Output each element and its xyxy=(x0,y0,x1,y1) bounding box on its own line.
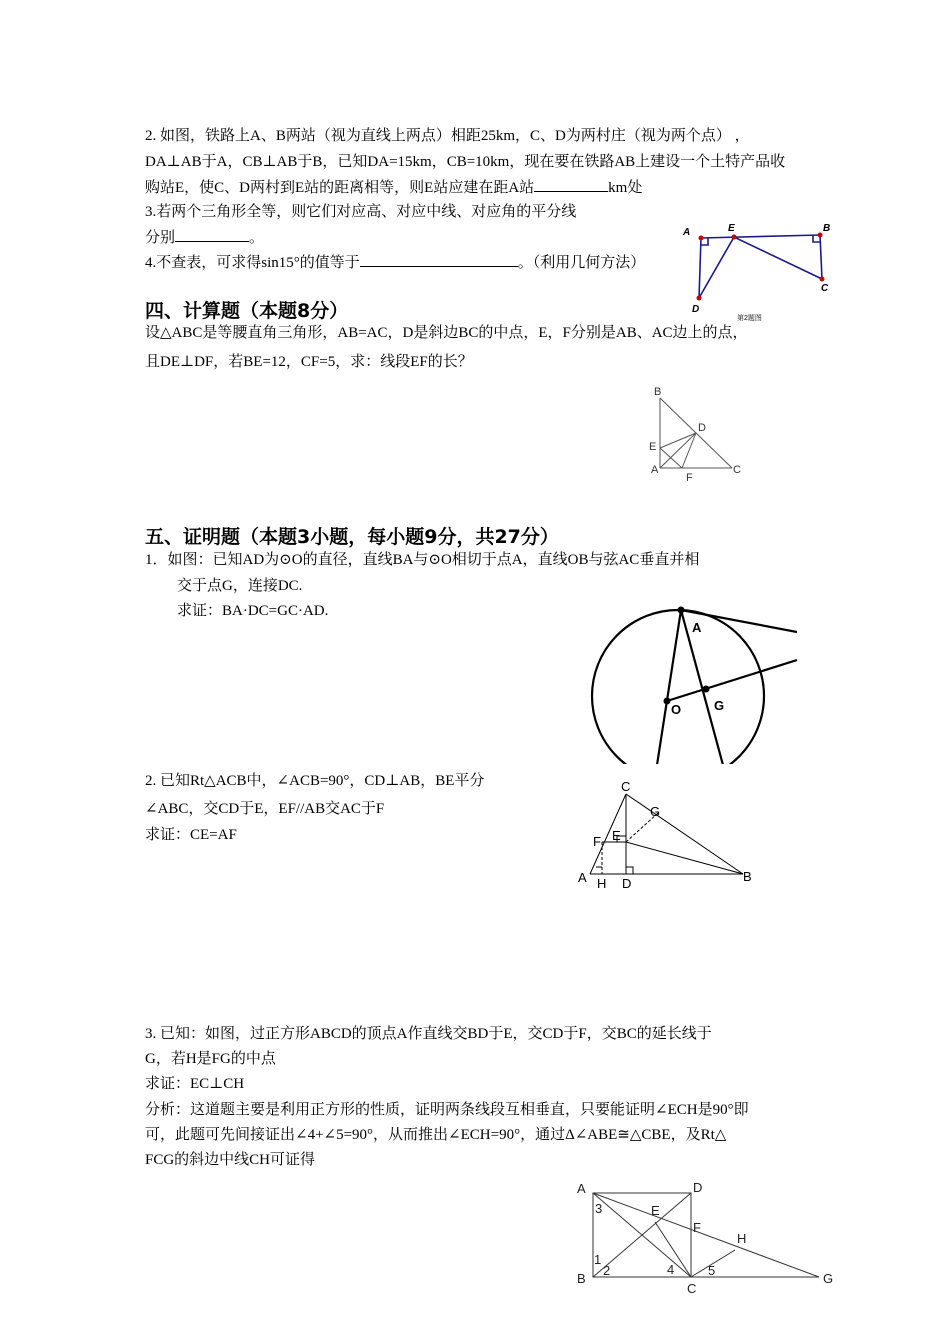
fig1-label: B xyxy=(823,223,831,234)
fig3-label: G xyxy=(714,698,725,713)
fig4-label: D xyxy=(622,876,632,891)
q4-line xyxy=(145,252,645,273)
fig1-label: D xyxy=(692,304,700,315)
fig4-label: G xyxy=(650,804,661,819)
q2-line3-unit: km处 xyxy=(608,180,643,196)
fig5-label: D xyxy=(693,1180,703,1195)
section-5-title: 五、证明题（本题3小题，每小题9分，共27分） xyxy=(145,526,559,548)
fig1-label: E xyxy=(728,223,735,234)
section-4-line2: 且DE⊥DF，若BE=12，CF=5，求：线段EF的长？ xyxy=(145,354,473,370)
fig2-label: A xyxy=(651,464,659,476)
fig5-label: F xyxy=(693,1220,701,1235)
fig1-label: C xyxy=(821,283,829,294)
q3-line2 xyxy=(145,227,264,248)
fig5-label: 4 xyxy=(667,1262,675,1277)
q3-line2-end: 。 xyxy=(249,230,265,246)
section-4-line1: 设△ABC是等腰直角三角形，AB=AC，D是斜边BC的中点，E，F分别是AB、AC边上的点， xyxy=(145,325,748,341)
fig5-label: A xyxy=(577,1181,586,1196)
section-4-title: 四、计算题（本题8分） xyxy=(145,300,349,322)
s5-p3-line5: 可，此题可先间接证出∠4+∠5=90°，从而推出∠ECH=90°，通过Δ∠ABE≅△CBE，及Rt△ xyxy=(145,1127,727,1143)
fig5-label: H xyxy=(737,1231,747,1246)
fig4-label: A xyxy=(578,870,587,885)
q3-line1: 3.若两个三角形全等，则它们对应高、对应中线、对应角的平分线 xyxy=(145,204,577,220)
fig4-label: B xyxy=(743,869,752,884)
fig3-label: O xyxy=(671,702,682,717)
q3-line2-text: 分别 xyxy=(145,230,176,246)
fig4-label: C xyxy=(621,780,631,794)
s5-p3-line6: FCG的斜边中线CH可证得 xyxy=(145,1152,316,1168)
s5-p1-line3: 求证：BA·DC=GC·AD. xyxy=(177,603,329,619)
fig5-label: C xyxy=(687,1281,697,1296)
fig-square xyxy=(575,1180,840,1300)
fig1-label: A xyxy=(683,227,691,238)
fig4-label: E xyxy=(612,828,621,843)
answer-blank[interactable] xyxy=(175,227,249,242)
answer-blank[interactable] xyxy=(534,177,608,192)
s5-p2-line1: 2. 已知Rt△ACB中，∠ACB=90°，CD⊥AB，BE平分 xyxy=(145,773,485,789)
fig-isosceles-triangle xyxy=(640,378,755,486)
q2-line3 xyxy=(145,177,642,198)
answer-blank[interactable] xyxy=(360,252,518,267)
q4-text: 4.不查表，可求得sin15°的值等于 xyxy=(145,255,360,271)
s5-p1-line1: 1．如图：已知AD为⊙O的直径，直线BA与⊙O相切于点A，直线OB与弦AC垂直并相 xyxy=(145,552,700,568)
s5-p2-line2: ∠ABC，交CD于E，EF//AB交AC于F xyxy=(145,801,385,817)
fig1-caption: 第2题图 xyxy=(737,315,762,322)
fig-circle-tangent xyxy=(575,600,800,765)
fig2-label: E xyxy=(649,441,657,453)
fig2-label: F xyxy=(686,472,693,484)
fig4-label: H xyxy=(597,876,607,891)
q2-line2: DA⊥AB于A，CB⊥AB于B，已知DA=15km，CB=10km，现在要在铁路AB上建设一个土特产品收 xyxy=(145,154,786,170)
fig5-label: G xyxy=(823,1271,834,1286)
fig5-label: 1 xyxy=(594,1252,602,1267)
fig5-label: 5 xyxy=(708,1263,716,1278)
fig2-label: D xyxy=(698,422,706,434)
fig3-label: A xyxy=(692,620,702,635)
fig-railway xyxy=(680,218,840,326)
q2-line3-text: 购站E，使C、D两村到E站的距离相等，则E站应建在距A站 xyxy=(145,180,535,196)
s5-p1-line2: 交于点G，连接DC. xyxy=(177,578,303,594)
s5-p3-line2: G，若H是FG的中点 xyxy=(145,1051,276,1067)
fig5-label: B xyxy=(577,1271,586,1286)
fig5-label: 2 xyxy=(603,1263,611,1278)
fig-right-triangle xyxy=(578,780,760,892)
s5-p3-line4: 分析：这道题主要是利用正方形的性质，证明两条线段互相垂直，只要能证明∠ECH是90°即 xyxy=(145,1102,749,1118)
s5-p3-line1: 3. 已知：如图，过正方形ABCD的顶点A作直线交BD于E，交CD于F，交BC的延长线于 xyxy=(145,1026,712,1042)
s5-p2-line3: 求证：CE=AF xyxy=(145,827,237,843)
q4-hint: 。（利用几何方法） xyxy=(517,255,646,271)
q2-line1: 2. 如图，铁路上A、B两站（视为直线上两点）相距25km，C、D为两村庄（视为两个点） ， xyxy=(145,128,750,144)
fig5-label: E xyxy=(651,1203,660,1218)
fig4-label: F xyxy=(593,834,601,849)
fig2-label: C xyxy=(733,464,741,476)
s5-p3-line3: 求证：EC⊥CH xyxy=(145,1076,245,1092)
fig2-label: B xyxy=(654,386,662,398)
fig5-label: 3 xyxy=(595,1201,603,1216)
